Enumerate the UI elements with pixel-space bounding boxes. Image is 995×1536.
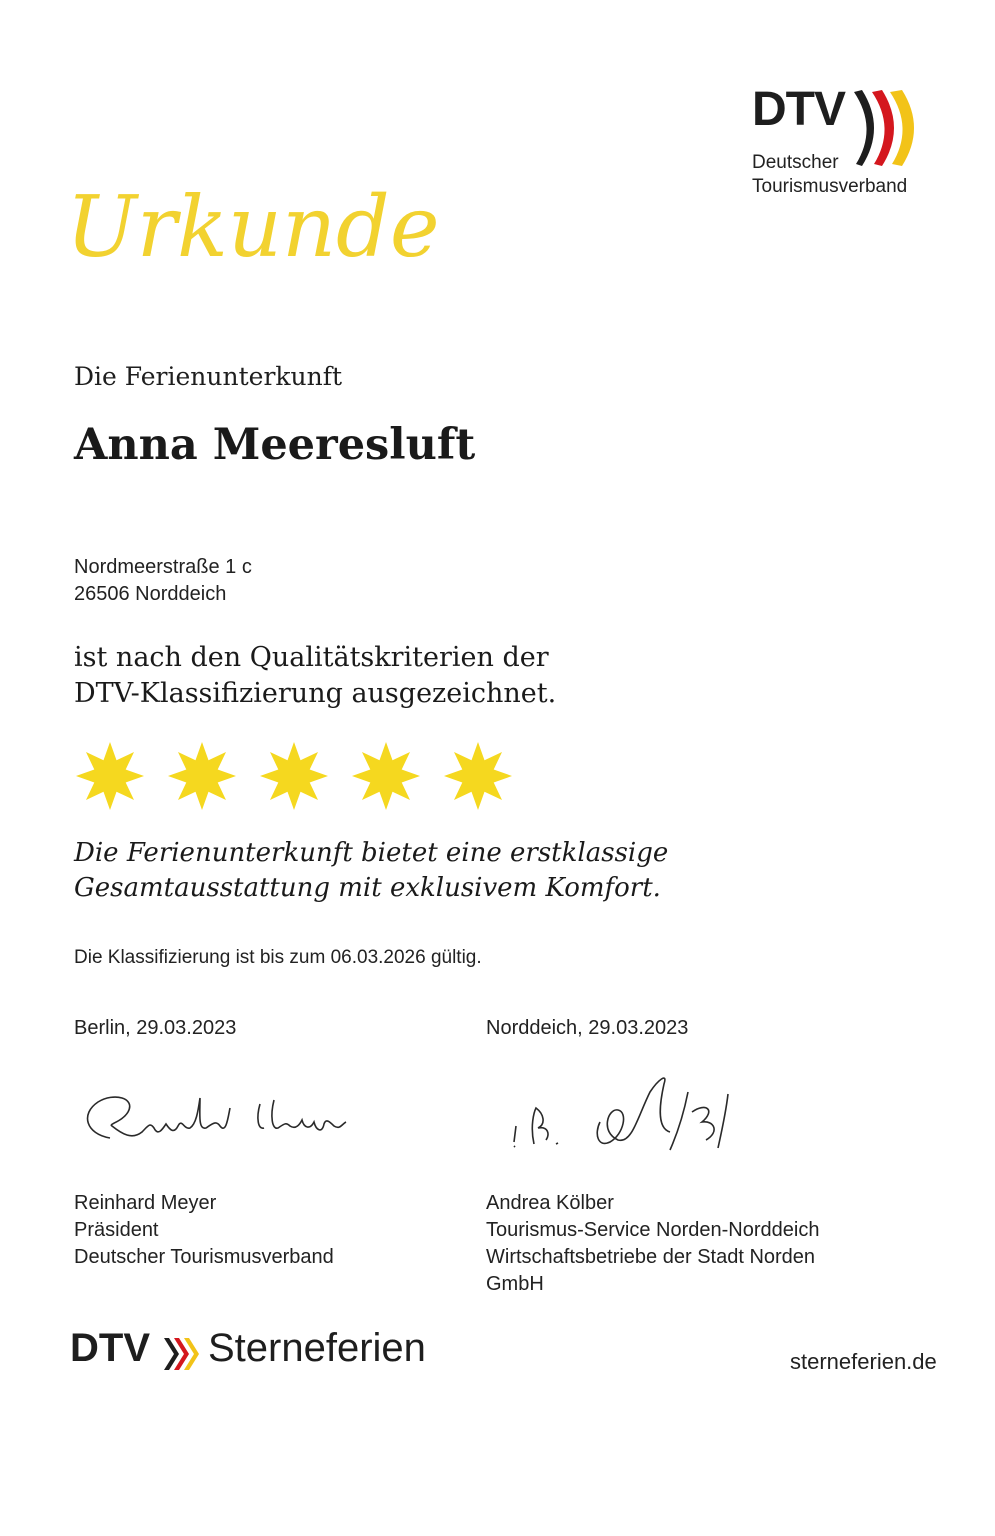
description-line-1: Die Ferienunterkunft bietet eine erstklassige bbox=[74, 838, 669, 868]
property-name: Anna Meeresluft bbox=[74, 420, 476, 470]
signer-left-role: Präsident bbox=[74, 1219, 159, 1241]
star-icon bbox=[76, 742, 144, 810]
star-icon bbox=[444, 742, 512, 810]
certificate-title: Urkunde bbox=[66, 178, 440, 276]
chevron-logo-icon bbox=[850, 86, 926, 170]
sterneferien-logo bbox=[70, 1326, 450, 1386]
validity-text: Die Klassifizierung ist bis zum 06.03.2026 gültig. bbox=[74, 947, 482, 968]
address-city: 26506 Norddeich bbox=[74, 583, 227, 605]
place-date-right: Norddeich, 29.03.2023 bbox=[486, 1017, 689, 1039]
statement-line-1: ist nach den Qualitätskriterien der bbox=[74, 642, 549, 673]
star-rating bbox=[74, 738, 524, 814]
logo-name-line1: Deutscher bbox=[752, 152, 839, 173]
signer-right-name: Andrea Kölber bbox=[486, 1192, 614, 1214]
signer-left bbox=[74, 1190, 334, 1271]
intro-text: Die Ferienunterkunft bbox=[74, 362, 343, 391]
statement-line-2: DTV-Klassifizierung ausgezeichnet. bbox=[74, 678, 557, 709]
signer-left-org: Deutscher Tourismusverband bbox=[74, 1246, 334, 1268]
signature-right bbox=[500, 1062, 770, 1162]
logo-abbr: DTV bbox=[752, 83, 845, 136]
logo-name-line2: Tourismusverband bbox=[752, 176, 908, 197]
signer-right-org-line3: GmbH bbox=[486, 1273, 544, 1295]
address-street: Nordmeerstraße 1 c bbox=[74, 556, 252, 578]
star-icon bbox=[260, 742, 328, 810]
place-date-left: Berlin, 29.03.2023 bbox=[74, 1017, 237, 1039]
dtv-logo bbox=[732, 56, 942, 216]
website-url[interactable]: sterneferien.de bbox=[790, 1349, 937, 1374]
signer-right bbox=[486, 1190, 819, 1298]
star-icon bbox=[352, 742, 420, 810]
chevron-logo-icon bbox=[162, 1334, 202, 1374]
signature-left bbox=[78, 1078, 368, 1158]
description-line-2: Gesamtausstattung mit exklusivem Komfort. bbox=[74, 873, 661, 903]
star-icon bbox=[168, 742, 236, 810]
signer-right-org-line2: Wirtschaftsbetriebe der Stadt Norden bbox=[486, 1246, 816, 1268]
signer-left-name: Reinhard Meyer bbox=[74, 1192, 217, 1214]
footer-logo-abbr: DTV bbox=[70, 1326, 150, 1370]
footer-brand: Sterneferien bbox=[208, 1326, 426, 1370]
signer-right-org-line1: Tourismus-Service Norden-Norddeich bbox=[486, 1219, 820, 1241]
